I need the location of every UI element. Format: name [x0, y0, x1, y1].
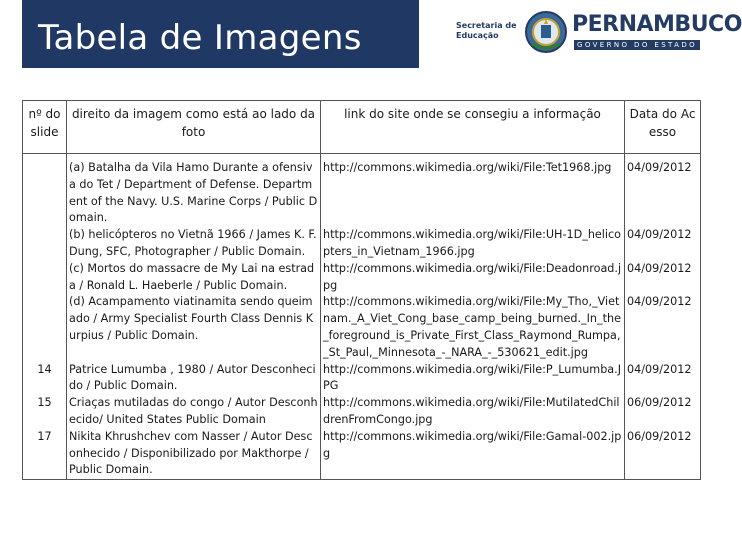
page-title: Tabela de Imagens [38, 18, 362, 58]
rights-cell: Nikita Khrushchev com Nasser / Autor Desconhecido / Disponibilizado por Makthorpe / Public Domain. [67, 429, 321, 480]
header-link: link do site onde se consegiu a informação [321, 101, 625, 154]
header-rights: direito da imagem como está ao lado da foto [67, 101, 321, 154]
table-row [23, 362, 701, 396]
date-cell: 04/09/2012 [625, 261, 701, 295]
header-date: Data do Acesso [625, 101, 701, 154]
slide-header [0, 0, 742, 68]
link-cell[interactable]: http://commons.wikimedia.org/wiki/File:P_Lumumba.JPG [321, 362, 625, 396]
link-cell[interactable]: http://commons.wikimedia.org/wiki/File:MutilatedChildrenFromCongo.jpg [321, 395, 625, 429]
government-logo [450, 8, 742, 56]
image-table [22, 100, 701, 480]
date-cell: 06/09/2012 [625, 395, 701, 429]
date-cell: 04/09/2012 [625, 227, 701, 261]
slide-cell: 15 [23, 395, 67, 429]
rights-cell: Patrice Lumumba , 1980 / Autor Desconhecido / Public Domain. [67, 362, 321, 396]
header-slide: nº do slide [23, 101, 67, 154]
table-header-row [23, 101, 701, 154]
slide-cell [23, 261, 67, 295]
slide-cell [23, 294, 67, 361]
link-cell[interactable]: http://commons.wikimedia.org/wiki/File:Tet1968.jpg [321, 160, 625, 227]
state-seal-icon [524, 10, 568, 54]
state-name: PERNAMBUCO [572, 12, 742, 37]
slide-cell: 14 [23, 362, 67, 396]
rights-cell: (a) Batalha da Vila Hamo Durante a ofensiva do Tet / Department of Defense. Department of the Navy. U.S. Marine Corps / Public Domain. [67, 160, 321, 227]
rights-cell: (c) Mortos do massacre de My Lai na estrada / Ronald L. Haeberle / Public Domain. [67, 261, 321, 295]
rights-cell: (b) helicópteros no Vietnã 1966 / James K. F. Dung, SFC, Photographer / Public Domain. [67, 227, 321, 261]
rights-cell: (d) Acampamento viatinamita sendo queimado / Army Specialist Fourth Class Dennis Kurpius / Public Domain. [67, 294, 321, 361]
table-row [23, 261, 701, 295]
link-cell[interactable]: http://commons.wikimedia.org/wiki/File:Gamal-002.jpg [321, 429, 625, 480]
table-row [23, 160, 701, 227]
link-cell[interactable]: http://commons.wikimedia.org/wiki/File:Deadonroad.jpg [321, 261, 625, 295]
table-row [23, 395, 701, 429]
date-cell: 04/09/2012 [625, 294, 701, 361]
government-label: GOVERNO DO ESTADO [574, 40, 700, 50]
table-row [23, 227, 701, 261]
secretaria-label: Secretaria de Educação [456, 21, 517, 40]
slide-cell: 17 [23, 429, 67, 480]
date-cell: 04/09/2012 [625, 362, 701, 396]
rights-cell: Criaças mutiladas do congo / Autor Desconhecido/ United States Public Domain [67, 395, 321, 429]
date-cell: 04/09/2012 [625, 160, 701, 227]
link-cell[interactable]: http://commons.wikimedia.org/wiki/File:My_Tho,_Vietnam._A_Viet_Cong_base_camp_being_burned._In_the_foreground_is_Private_First_Class_Raymond_Rumpa,_St_Paul,_Minnesota_-_NARA_-_530621_edit.jpg [321, 294, 625, 361]
slide-cell [23, 160, 67, 227]
table-row [23, 429, 701, 480]
link-cell[interactable]: http://commons.wikimedia.org/wiki/File:UH-1D_helicopters_in_Vietnam_1966.jpg [321, 227, 625, 261]
table-row [23, 294, 701, 361]
slide-cell [23, 227, 67, 261]
date-cell: 06/09/2012 [625, 429, 701, 480]
